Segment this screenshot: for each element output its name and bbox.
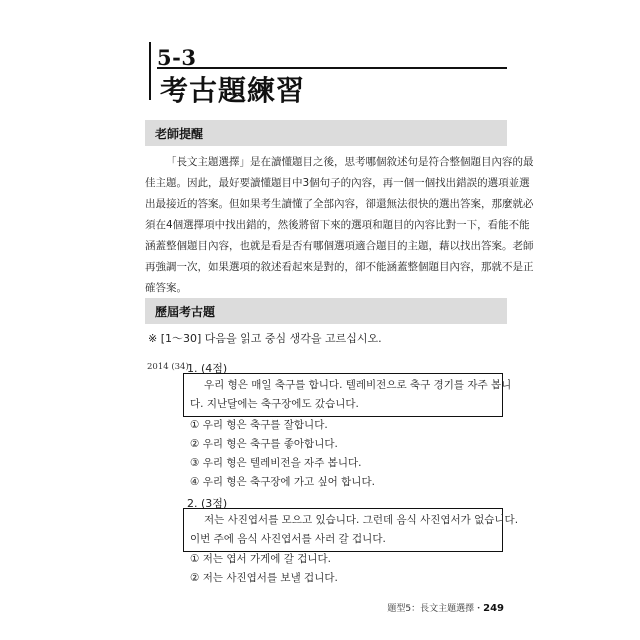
running-title: 題型5：長文主題選擇 bbox=[387, 604, 475, 614]
paragraph-line: 再強調一次，如果選項的敘述看起來是對的，卻不能涵蓋整個題目內容，那就不是正 bbox=[145, 261, 534, 273]
question-1-passage-box bbox=[183, 373, 512, 417]
question-1-option-1[interactable]: ① 우리 형은 축구를 잘합니다. bbox=[190, 419, 328, 431]
chapter-vertical-bar bbox=[149, 42, 151, 100]
exam-section-header bbox=[145, 298, 507, 324]
paragraph-line: 「長文主題選擇」是在讀懂題目之後，思考哪個敘述句是符合整個題目內容的最 bbox=[166, 156, 534, 168]
chapter-number: 5-3 bbox=[157, 45, 197, 70]
footer-separator: ・ bbox=[474, 604, 484, 614]
passage-line: 다. 지난달에는 축구장에도 갔습니다. bbox=[190, 398, 359, 410]
paragraph-line: 涵蓋整個題目內容，也就是看是否有哪個選項適合題目的主題，藉以找出答案。老師 bbox=[145, 240, 534, 252]
teacher-section-header bbox=[145, 120, 507, 146]
question-1-option-2[interactable]: ② 우리 형은 축구를 좋아합니다. bbox=[190, 438, 338, 450]
passage-line: 저는 사진엽서를 모으고 있습니다. 그런데 음식 사진엽서가 없습니다. bbox=[204, 514, 519, 526]
paragraph-line: 出最接近的答案。但如果考生讀懂了全部內容，卻還無法很快的選出答案，那麼就必 bbox=[145, 198, 534, 210]
chapter-title: 考古題練習 bbox=[160, 74, 306, 107]
question-2-option-2[interactable]: ② 저는 사진엽서를 보낼 겁니다. bbox=[190, 572, 338, 584]
question-2-passage-box bbox=[183, 508, 519, 552]
paragraph-line: 確答案。 bbox=[145, 282, 187, 294]
passage-line: 이번 주에 음식 사진엽서를 사러 갈 겁니다. bbox=[190, 533, 386, 545]
question-1-option-4[interactable]: ④ 우리 형은 축구장에 가고 싶어 합니다. bbox=[190, 476, 375, 488]
question-1-label: 1. (4점) bbox=[187, 362, 228, 375]
page-footer bbox=[387, 601, 504, 614]
teacher-section-heading: 老師提醒 bbox=[155, 127, 204, 141]
paragraph-line: 須在4個選擇項中找出錯的，然後將留下來的選項和題目的內容比對一下，看能不能 bbox=[145, 219, 530, 231]
year-tag: 2014 (34) bbox=[147, 362, 189, 372]
question-2-label: 2. (3점) bbox=[187, 497, 228, 510]
page-number: 249 bbox=[483, 603, 504, 614]
passage-line: 우리 형은 매일 축구를 합니다. 텔레비전으로 축구 경기를 자주 봅니 bbox=[204, 379, 512, 391]
question-2-option-1[interactable]: ① 저는 엽서 가게에 갈 겁니다. bbox=[190, 553, 332, 565]
paragraph-line: 佳主題。因此，最好要讀懂題目中3個句子的內容，再一個一個找出錯誤的選項並選 bbox=[145, 177, 530, 189]
exam-instruction: ※ [1～30] 다음을 읽고 중심 생각을 고르십시오. bbox=[148, 332, 382, 345]
question-1-option-3[interactable]: ③ 우리 형은 텔레비전을 자주 봅니다. bbox=[190, 457, 362, 469]
teacher-paragraph bbox=[145, 152, 534, 299]
exam-section-heading: 歷屆考古題 bbox=[155, 305, 216, 319]
